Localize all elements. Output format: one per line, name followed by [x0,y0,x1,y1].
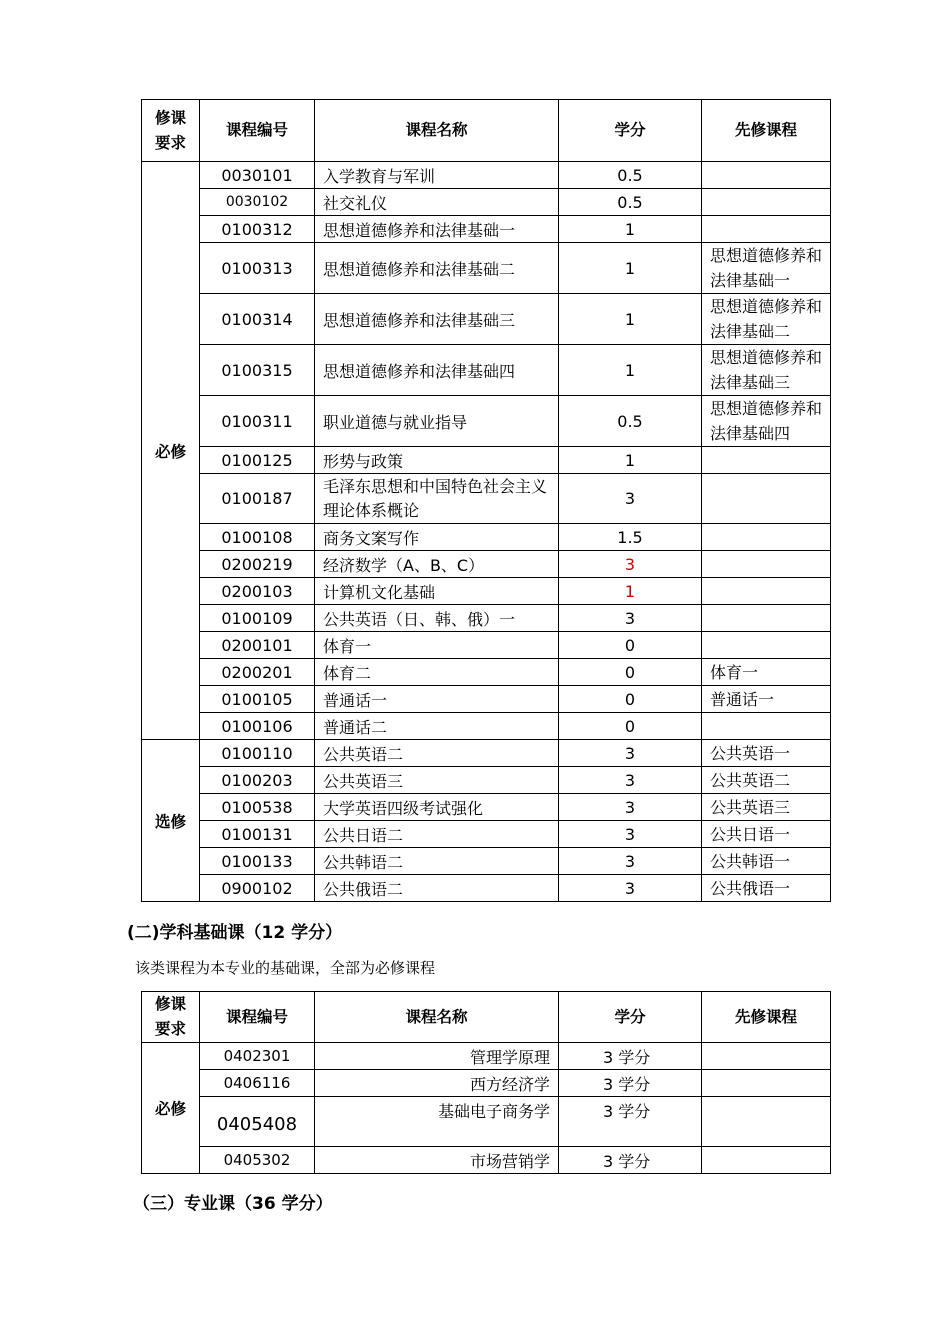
course-prerequisite: 公共俄语一 [702,875,831,902]
course-code: 0402301 [200,1043,315,1070]
table-row [142,524,831,551]
course-prerequisite [702,1097,831,1147]
course-prerequisite: 思想道德修养和法律基础四 [702,396,831,447]
course-code: 0405408 [200,1097,315,1147]
course-prerequisite [702,713,831,740]
course-prerequisite [702,632,831,659]
course-prerequisite [702,578,831,605]
course-prerequisite: 体育一 [702,659,831,686]
course-prerequisite [702,1070,831,1097]
header-requirement: 修课 要求 [142,992,200,1043]
course-prerequisite [702,189,831,216]
table-row [142,605,831,632]
course-credit: 1.5 [559,524,702,551]
header-course-code: 课程编号 [200,992,315,1043]
course-prerequisite [702,162,831,189]
course-prerequisite [702,474,831,524]
course-credit: 3 [559,740,702,767]
table-row [142,474,831,524]
course-code: 0030102 [200,189,315,216]
course-prerequisite: 思想道德修养和法律基础三 [702,345,831,396]
course-credit: 0 [559,659,702,686]
course-credit: 0.5 [559,189,702,216]
header-requirement: 修课 要求 [142,100,200,162]
course-credit: 1 [559,216,702,243]
course-name: 形势与政策 [315,447,559,474]
course-name: 商务文案写作 [315,524,559,551]
course-code: 0100110 [200,740,315,767]
table-row [142,345,831,396]
course-code: 0100108 [200,524,315,551]
course-name: 公共英语（日、韩、俄）一 [315,605,559,632]
course-code: 0100312 [200,216,315,243]
course-prerequisite: 公共韩语一 [702,848,831,875]
course-code: 0200101 [200,632,315,659]
course-code: 0100133 [200,848,315,875]
section-title-professional: （三）专业课（36 学分） [133,1194,333,1214]
header-course-name: 课程名称 [315,100,559,162]
course-prerequisite: 思想道德修养和法律基础二 [702,294,831,345]
course-name: 思想道德修养和法律基础二 [315,243,559,294]
table-row [142,447,831,474]
course-name: 毛泽东思想和中国特色社会主义理论体系概论 [315,474,559,524]
course-name: 体育二 [315,659,559,686]
course-code: 0200219 [200,551,315,578]
course-prerequisite: 思想道德修养和法律基础一 [702,243,831,294]
course-name: 计算机文化基础 [315,578,559,605]
group-required: 必修 [142,162,200,740]
header-course-name: 课程名称 [315,992,559,1043]
course-credit: 0.5 [559,396,702,447]
course-credit: 1 [559,345,702,396]
table-header-row [142,992,831,1043]
table-row [142,189,831,216]
course-code: 0100315 [200,345,315,396]
header-prerequisite: 先修课程 [702,992,831,1043]
table-row [142,578,831,605]
course-name: 公共俄语二 [315,875,559,902]
table-row [142,794,831,821]
course-code: 0100187 [200,474,315,524]
course-code: 0030101 [200,162,315,189]
course-prerequisite: 公共英语一 [702,740,831,767]
course-credit: 0 [559,632,702,659]
header-credit: 学分 [559,100,702,162]
group-required: 必修 [142,1043,200,1174]
course-name: 思想道德修养和法律基础四 [315,345,559,396]
required-courses-table [141,99,831,902]
table-row [142,848,831,875]
table-row [142,686,831,713]
section-note: 该类课程为本专业的基础课，全部为必修课程 [135,959,436,977]
course-name: 公共英语二 [315,740,559,767]
course-credit: 3 [559,551,702,578]
course-code: 0200103 [200,578,315,605]
course-name: 社交礼仪 [315,189,559,216]
header-course-code: 课程编号 [200,100,315,162]
course-name: 入学教育与军训 [315,162,559,189]
course-name: 公共英语三 [315,767,559,794]
course-credit: 0 [559,713,702,740]
course-credit: 0.5 [559,162,702,189]
table-row [142,875,831,902]
course-name: 大学英语四级考试强化 [315,794,559,821]
course-credit: 1 [559,294,702,345]
course-prerequisite [702,1043,831,1070]
table-row [142,1043,831,1070]
section-title-subject-foundation: (二)学科基础课（12 学分） [127,923,343,943]
course-code: 0100105 [200,686,315,713]
course-credit: 3 [559,794,702,821]
course-code: 0406116 [200,1070,315,1097]
course-code: 0100538 [200,794,315,821]
course-name: 思想道德修养和法律基础一 [315,216,559,243]
course-name: 普通话一 [315,686,559,713]
table-row [142,551,831,578]
table-row [142,821,831,848]
table-row [142,294,831,345]
course-name: 体育一 [315,632,559,659]
course-prerequisite: 普通话一 [702,686,831,713]
table-row [142,740,831,767]
course-code: 0100106 [200,713,315,740]
table-row [142,162,831,189]
course-name: 基础电子商务学 [315,1097,559,1147]
course-prerequisite [702,551,831,578]
table-row [142,767,831,794]
table-row [142,659,831,686]
table-row [142,1147,831,1174]
course-credit: 3 学分 [559,1070,702,1097]
course-prerequisite [702,1147,831,1174]
course-code: 0100313 [200,243,315,294]
course-code: 0200201 [200,659,315,686]
course-name: 公共日语二 [315,821,559,848]
foundation-courses-table [141,991,831,1174]
course-name: 职业道德与就业指导 [315,396,559,447]
course-code: 0100131 [200,821,315,848]
course-name: 西方经济学 [315,1070,559,1097]
table-row [142,632,831,659]
course-credit: 3 [559,474,702,524]
course-prerequisite [702,605,831,632]
course-name: 普通话二 [315,713,559,740]
group-elective: 选修 [142,740,200,902]
table-row [142,216,831,243]
course-code: 0405302 [200,1147,315,1174]
course-credit: 3 [559,767,702,794]
course-prerequisite [702,447,831,474]
course-code: 0100311 [200,396,315,447]
course-code: 0100203 [200,767,315,794]
course-prerequisite: 公共日语一 [702,821,831,848]
course-name: 经济数学（A、B、C） [315,551,559,578]
course-code: 0900102 [200,875,315,902]
course-name: 市场营销学 [315,1147,559,1174]
course-credit: 3 学分 [559,1043,702,1070]
course-prerequisite: 公共英语二 [702,767,831,794]
course-credit: 1 [559,578,702,605]
header-prerequisite: 先修课程 [702,100,831,162]
table-row [142,396,831,447]
table-row [142,1070,831,1097]
table-row [142,1097,831,1147]
course-credit: 3 [559,605,702,632]
course-credit: 1 [559,447,702,474]
course-credit: 0 [559,686,702,713]
course-code: 0100314 [200,294,315,345]
course-credit: 3 [559,875,702,902]
course-name: 思想道德修养和法律基础三 [315,294,559,345]
table-row [142,713,831,740]
course-code: 0100109 [200,605,315,632]
table-row [142,243,831,294]
course-credit: 3 [559,821,702,848]
course-prerequisite [702,216,831,243]
table-header-row [142,100,831,162]
course-prerequisite: 公共英语三 [702,794,831,821]
course-credit: 3 学分 [559,1147,702,1174]
course-code: 0100125 [200,447,315,474]
course-credit: 3 [559,848,702,875]
course-credit: 3 学分 [559,1097,702,1147]
course-credit: 1 [559,243,702,294]
course-name: 公共韩语二 [315,848,559,875]
course-name: 管理学原理 [315,1043,559,1070]
course-prerequisite [702,524,831,551]
header-credit: 学分 [559,992,702,1043]
